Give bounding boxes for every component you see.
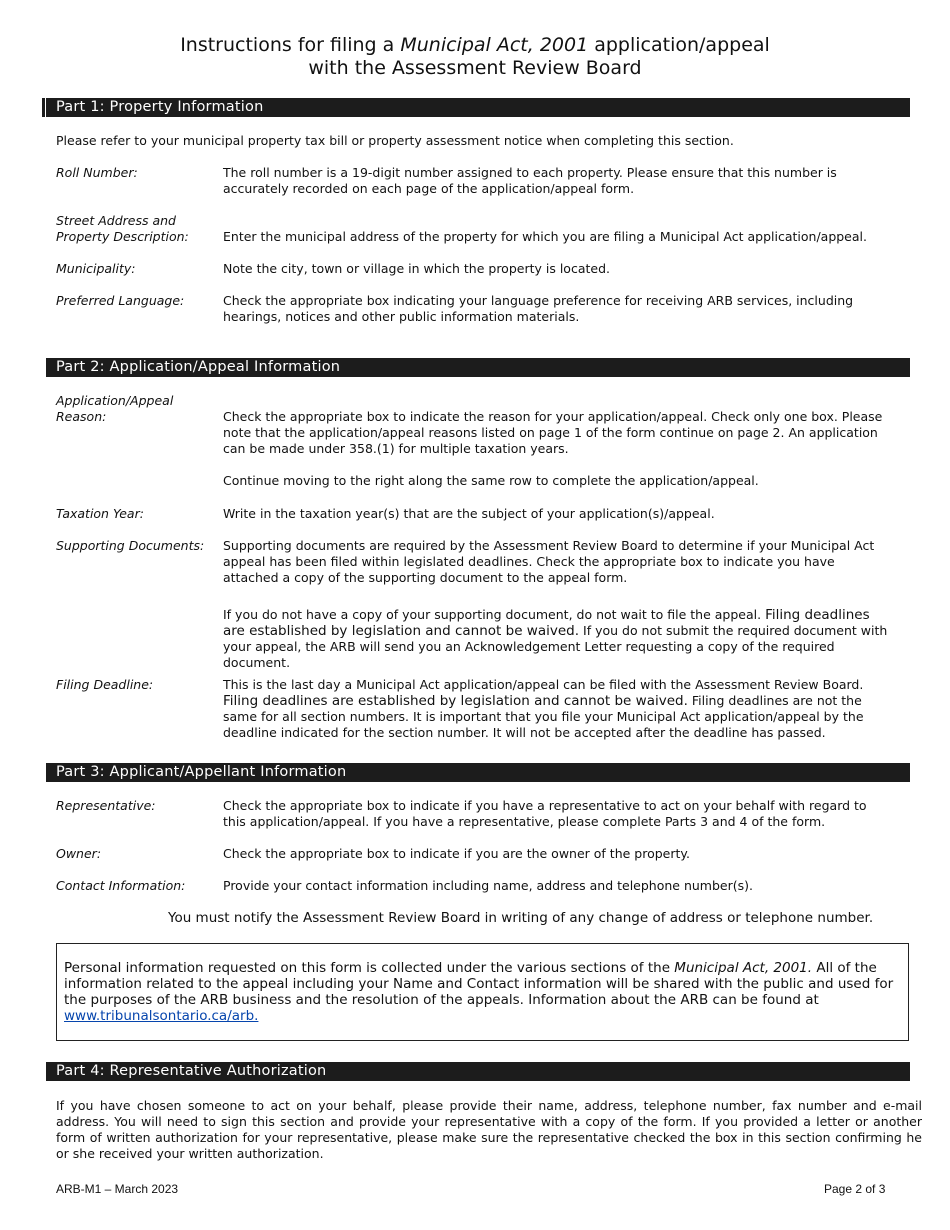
reason-label-line2: Reason: bbox=[56, 409, 107, 424]
street-address-label bbox=[56, 213, 221, 245]
contact-info-text: Provide your contact information including name, address and telephone number(s). bbox=[223, 878, 753, 893]
contact-info-label: Contact Information: bbox=[56, 878, 186, 893]
deadline-text-c: Filing deadlines are not the same for all section numbers. It is important that you file your Municipal Act application/appeal by the deadline indicated for the section number. It will not be accepted after the deadline has passed. bbox=[223, 693, 864, 740]
docs-note-c: If you do not submit the required document with your appeal, the ARB will send you an Acknowledgement Letter requesting a copy of the required document. bbox=[223, 623, 888, 670]
municipality-text: Note the city, town or village in which the property is located. bbox=[223, 261, 610, 276]
arb-website-link[interactable]: www.tribunalsontario.ca/arb. bbox=[64, 1008, 259, 1024]
filing-deadline-text bbox=[223, 677, 893, 741]
supporting-docs-note bbox=[223, 607, 893, 671]
part4-text: If you have chosen someone to act on your behalf, please provide their name, address, telephone number, fax number and e-mail address. You will need to sign this section and provide your representative with a copy of the form. If you provided a letter or another form of written authorization for your representative, please make sure the representative checked the box in this section confirming he or she received your written authorization. bbox=[56, 1098, 922, 1161]
deadline-emphasis: Filing deadlines are established by legislation and cannot be waived. bbox=[223, 693, 688, 709]
title-post: application/appeal bbox=[588, 34, 770, 56]
filing-deadline-label: Filing Deadline: bbox=[56, 677, 154, 692]
representative-label: Representative: bbox=[56, 798, 156, 813]
appeal-reason-text: Check the appropriate box to indicate the reason for your application/appeal. Check only one box. Please note that the application/appeal reasons listed on page 1 of the form continue on page 2. An application can be made under 358.(1) for multiple taxation years. bbox=[223, 409, 883, 456]
supporting-docs-label: Supporting Documents: bbox=[56, 538, 205, 553]
street-address-text: Enter the municipal address of the property for which you are filing a Municipal Act application/appeal. bbox=[223, 229, 867, 244]
docs-note-a: If you do not have a copy of your supporting document, do not wait to file the appeal. bbox=[223, 607, 766, 622]
roll-number-label: Roll Number: bbox=[56, 165, 138, 180]
preferred-language-text: Check the appropriate box indicating your language preference for receiving ARB services, including hearings, notices and other public information materials. bbox=[223, 293, 854, 324]
privacy-act-name: Municipal Act, 2001. bbox=[674, 960, 813, 976]
privacy-notice-text bbox=[64, 960, 904, 1024]
supporting-docs-text: Supporting documents are required by the Assessment Review Board to determine if your Municipal Act appeal has been filed within legislated deadlines. Check the appropriate box to indicate you have attached a copy of the supporting document to the appeal form. bbox=[223, 538, 875, 585]
street-label-line1: Street Address and bbox=[56, 213, 176, 228]
street-label-line2: Property Description: bbox=[56, 229, 189, 244]
title-italic: Municipal Act, 2001 bbox=[400, 34, 589, 56]
deadline-text-a: This is the last day a Municipal Act application/appeal can be filed with the Assessment Review Board. bbox=[223, 677, 864, 692]
taxation-year-text: Write in the taxation year(s) that are the subject of your application(s)/appeal. bbox=[223, 506, 715, 521]
preferred-language-label: Preferred Language: bbox=[56, 293, 185, 308]
title-line2: with the Assessment Review Board bbox=[308, 57, 642, 79]
title-pre: Instructions for filing a bbox=[180, 34, 401, 56]
owner-text: Check the appropriate box to indicate if you are the owner of the property. bbox=[223, 846, 690, 861]
page-number: Page 2 of 3 bbox=[824, 1182, 886, 1196]
part3-header: Part 3: Applicant/Appellant Information bbox=[46, 763, 910, 782]
privacy-text-a: Personal information requested on this form is collected under the various sections of the bbox=[64, 960, 675, 976]
part2-header: Part 2: Application/Appeal Information bbox=[46, 358, 910, 377]
appeal-reason-continue: Continue moving to the right along the same row to complete the application/appeal. bbox=[223, 473, 759, 488]
header-tick bbox=[42, 98, 45, 117]
reason-label-line1: Application/Appeal bbox=[56, 393, 174, 408]
representative-text: Check the appropriate box to indicate if you have a representative to act on your behalf with regard to this application/appeal. If you have a representative, please complete Parts 3 and 4 of the form. bbox=[223, 798, 867, 829]
appeal-reason-label bbox=[56, 393, 221, 425]
notify-change-notice: You must notify the Assessment Review Board in writing of any change of address or telephone number. bbox=[168, 910, 874, 926]
municipality-label: Municipality: bbox=[56, 261, 136, 276]
owner-label: Owner: bbox=[56, 846, 102, 861]
form-id: ARB-M1 – March 2023 bbox=[56, 1182, 179, 1196]
part1-intro: Please refer to your municipal property tax bill or property assessment notice when completing this section. bbox=[56, 133, 734, 148]
privacy-text-b: All of the information related to the appeal including your Name and Contact information will be shared with the public and used for the purposes of the ARB business and the resolution of the appeals. Information about the ARB can be found at bbox=[64, 960, 894, 1008]
page-title bbox=[0, 34, 950, 80]
roll-number-text: The roll number is a 19-digit number assigned to each property. Please ensure that this number is accurately recorded on each page of the application/appeal form. bbox=[223, 165, 837, 196]
taxation-year-label: Taxation Year: bbox=[56, 506, 144, 521]
part1-header: Part 1: Property Information bbox=[46, 98, 910, 117]
docs-note-emphasis: Filing deadlines are established by legislation and cannot be waived. bbox=[223, 607, 870, 639]
part4-header: Part 4: Representative Authorization bbox=[46, 1062, 910, 1081]
